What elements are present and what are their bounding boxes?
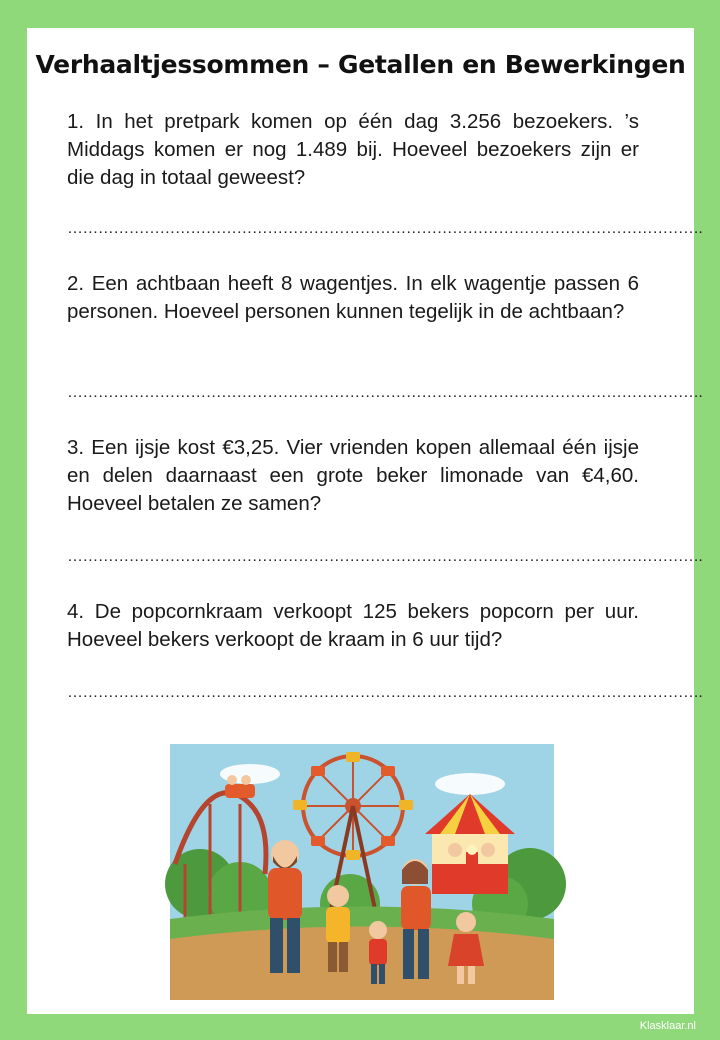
answer-line-1: ……………………………………………………………………………………………………………. xyxy=(67,220,703,237)
question-4: 4. De popcornkraam verkoopt 125 bekers popcorn per uur. Hoeveel bekers verkoopt de kraam in 6 uur tijd? xyxy=(67,600,639,651)
question-3: 3. Een ijsje kost €3,25. Vier vrienden kopen allemaal één ijsje en delen daarnaast een grote beker limonade van €4,60. Hoeveel betalen ze samen? xyxy=(67,436,639,515)
answer-line-4: ……………………………………………………………………………………………………………. xyxy=(67,684,703,701)
answer-line-2: ……………………………………………………………………………………………………………. xyxy=(67,384,703,401)
answer-line-3: ……………………………………………………………………………………………………………. xyxy=(67,548,703,565)
question-2: 2. Een achtbaan heeft 8 wagentjes. In elk wagentje passen 6 personen. Hoeveel personen kunnen tegelijk in de achtbaan? xyxy=(67,272,639,323)
worksheet xyxy=(27,28,703,1014)
worksheet-title: Verhaaltjessommen – Getallen en Bewerkingen xyxy=(35,50,686,79)
question-1: 1. In het pretpark komen op één dag 3.256 bezoekers. ’s Middags komen er nog 1.489 bij. Hoeveel bezoekers zijn er die dag in totaal geweest? xyxy=(67,110,639,189)
amusement-park-illustration xyxy=(170,744,554,1000)
brand-footer: Klasklaar.nl xyxy=(639,1020,696,1032)
